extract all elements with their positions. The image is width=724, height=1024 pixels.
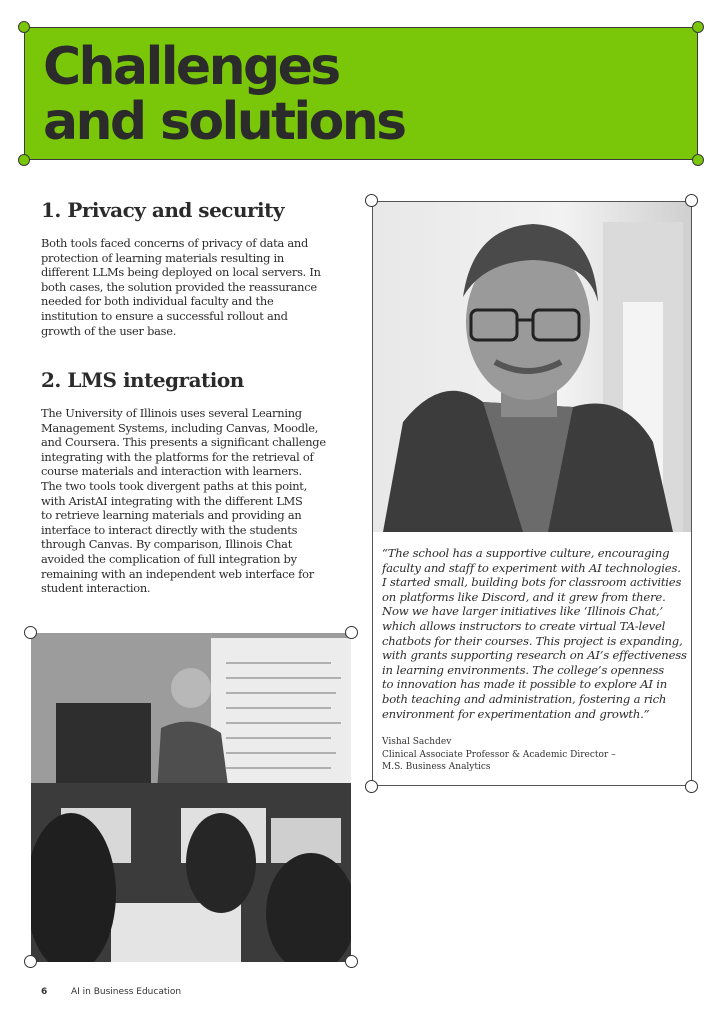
frame-corner-dot: [24, 626, 37, 639]
quote-text-line: to innovation has made it possible to explore AI in: [382, 677, 668, 692]
body-text-line: course materials and interaction with learners.: [41, 464, 302, 479]
banner-corner-dot: [18, 21, 30, 33]
banner-corner-dot: [18, 154, 30, 166]
title-banner: [24, 27, 698, 160]
quote-text-line: both teaching and administration, fostering a rich: [382, 691, 667, 706]
page-number: 6: [41, 987, 48, 997]
frame-corner-dot: [685, 780, 698, 793]
classroom-photo: [31, 633, 351, 962]
frame-corner-dot: [365, 194, 378, 207]
quote-text-line: with grants supporting research on AI’s effectiveness: [382, 648, 687, 663]
body-text-line: through Canvas. By comparison, Illinois Chat: [41, 537, 293, 552]
frame-corner-dot: [345, 955, 358, 968]
body-text-line: growth of the user base.: [41, 323, 177, 338]
body-text-line: interface to interact directly with the students: [41, 522, 298, 537]
frame-corner-dot: [345, 626, 358, 639]
quote-text-line: Now we have larger initiatives like ‘Illinois Chat,’: [382, 604, 663, 619]
quote-text-line: in learning environments. The college’s openness: [382, 662, 664, 677]
body-text-line: The two tools took divergent paths at this point,: [41, 478, 307, 493]
body-text-line: avoided the complication of full integration by: [41, 551, 297, 566]
body-text-line: integrating with the platforms for the retrieval of: [41, 449, 314, 464]
body-text-line: to retrieve learning materials and providing an: [41, 508, 302, 523]
body-text-line: student interaction.: [41, 581, 151, 596]
body-text-line: different LLMs being deployed on local servers. In: [41, 265, 321, 280]
body-text-line: institution to ensure a successful rollout and: [41, 308, 288, 323]
publication-title: AI in Business Education: [71, 987, 182, 997]
body-text-line: remaining with an independent web interface for: [41, 566, 314, 581]
section-body-lms: [41, 406, 326, 596]
quote-author-program: M.S. Business Analytics: [382, 762, 491, 772]
banner-corner-dot: [692, 21, 704, 33]
quote-author-role: Clinical Associate Professor & Academic Director –: [382, 750, 616, 760]
body-text-line: protection of learning materials resulting in: [41, 250, 284, 265]
portrait-photo: [373, 202, 691, 532]
body-text-line: and Coursera. This presents a significant challenge: [41, 435, 326, 450]
page-title-line2: and solutions: [43, 92, 405, 152]
quote-text-line: on platforms like Discord, and it grew from there.: [382, 589, 666, 604]
section-heading-lms: 2. LMS integration: [41, 368, 244, 392]
quote-text-line: chatbots for their courses. This project is expanding,: [382, 633, 683, 648]
quote-text-line: “The school has a supportive culture, encouraging: [382, 546, 670, 560]
frame-corner-dot: [685, 194, 698, 207]
quote-author-name: Vishal Sachdev: [382, 737, 452, 747]
section-body-privacy: [41, 236, 321, 338]
section-heading-privacy: 1. Privacy and security: [41, 198, 285, 222]
page-title-line1: Challenges: [43, 37, 339, 97]
quote-text-line: environment for experimentation and growth.”: [382, 706, 650, 721]
body-text-line: Management Systems, including Canvas, Moodle,: [41, 420, 319, 435]
frame-corner-dot: [24, 955, 37, 968]
testimonial-quote: [382, 546, 687, 721]
quote-text-line: which allows instructors to create virtual TA-level: [382, 618, 666, 633]
page-title: [43, 37, 405, 152]
body-text-line: needed for both individual faculty and the: [41, 294, 274, 309]
quote-text-line: faculty and staff to experiment with AI technologies.: [382, 560, 681, 575]
body-text-line: The University of Illinois uses several Learning: [41, 406, 302, 420]
quote-text-line: I started small, building bots for classroom activities: [382, 575, 682, 590]
banner-corner-dot: [692, 154, 704, 166]
body-text-line: with AristAI integrating with the different LMS: [41, 493, 303, 508]
body-text-line: both cases, the solution provided the reassurance: [41, 279, 317, 294]
body-text-line: Both tools faced concerns of privacy of data and: [41, 236, 309, 250]
frame-corner-dot: [365, 780, 378, 793]
